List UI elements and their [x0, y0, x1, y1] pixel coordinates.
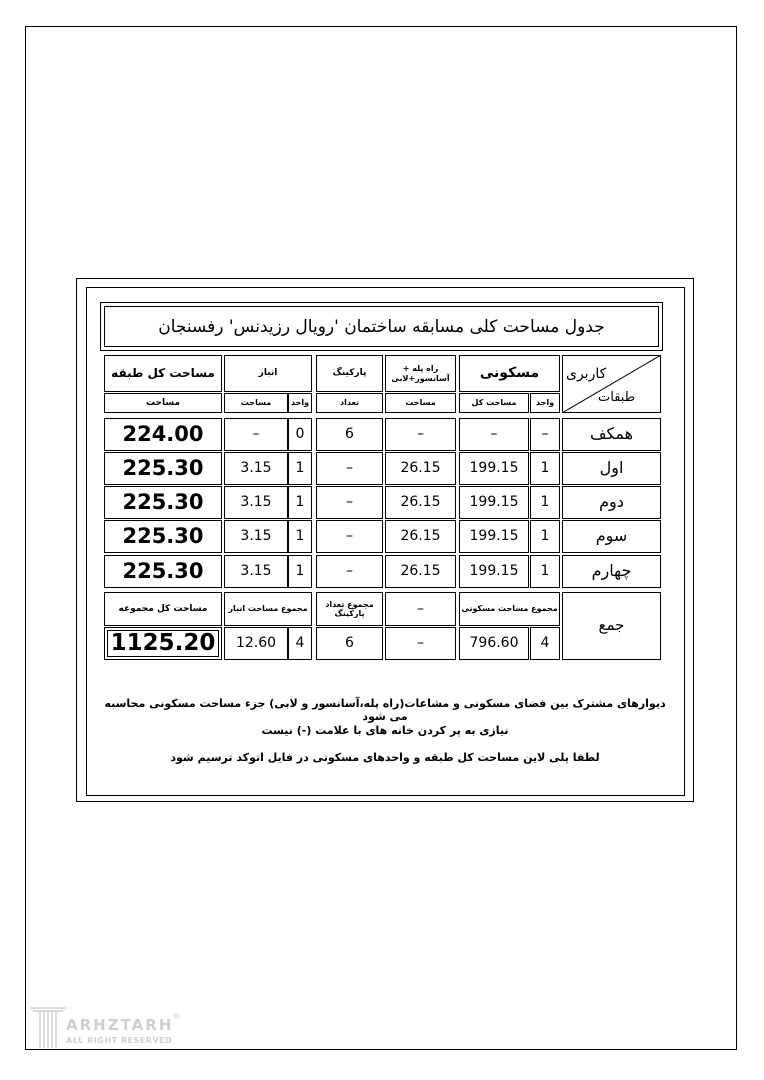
- parking-count-cell: –: [316, 555, 383, 588]
- summary-storage-unit: 4: [288, 627, 312, 660]
- parking-count-cell: –: [316, 452, 383, 485]
- summary-parking-header: مجموع تعداد پارکینگ: [316, 592, 383, 626]
- floor-total-cell: 225.30: [104, 555, 222, 588]
- res-area-cell: 199.15: [459, 555, 529, 588]
- storage-area-subheader: مساحت: [224, 393, 288, 413]
- res-area-cell: 199.15: [459, 486, 529, 519]
- storage-area-cell: 3.15: [224, 520, 288, 553]
- stairs-area-cell: 26.15: [385, 520, 456, 553]
- floor-total-cell: 225.30: [104, 452, 222, 485]
- note-line-2: نیازی به پر کردن خانه های با علامت (-) نیست: [261, 724, 509, 737]
- summary-label: جمع: [562, 592, 661, 660]
- floor-total-cell: 225.30: [104, 520, 222, 553]
- summary-storage-area: 12.60: [224, 627, 288, 660]
- res-unit-cell: 1: [530, 520, 560, 553]
- stairs-area-cell: 26.15: [385, 486, 456, 519]
- floor-total-cell: 224.00: [104, 418, 222, 451]
- summary-res-unit: 4: [530, 627, 560, 660]
- storage-header: انبار: [224, 355, 312, 392]
- storage-unit-cell: 1: [288, 520, 312, 553]
- note-line-3: لطفا پلی لاین مساحت کل طبقه و واحدهای مسکونی در فایل اتوکد ترسیم شود: [170, 751, 600, 764]
- storage-unit-subheader: واحد: [288, 393, 312, 413]
- residential-unit-subheader: واحد: [530, 393, 560, 413]
- corner-floors-label: طبقات: [598, 390, 636, 405]
- storage-area-cell: 3.15: [224, 555, 288, 588]
- storage-unit-cell: 0: [288, 418, 312, 451]
- logo-registered-mark: ®: [172, 1012, 181, 1022]
- floor-total-header: مساحت کل طبقه: [104, 355, 222, 392]
- floor-label: همکف: [562, 418, 661, 451]
- summary-stairs: –: [385, 627, 456, 660]
- storage-unit-cell: 1: [288, 452, 312, 485]
- res-area-cell: –: [459, 418, 529, 451]
- grand-total-frame: [107, 630, 219, 657]
- parking-count-cell: –: [316, 520, 383, 553]
- res-unit-cell: –: [530, 418, 560, 451]
- storage-area-cell: –: [224, 418, 288, 451]
- storage-unit-cell: 1: [288, 486, 312, 519]
- floor-total-cell: 225.30: [104, 486, 222, 519]
- parking-header: پارکینگ: [316, 355, 383, 392]
- floor-label: دوم: [562, 486, 661, 519]
- logo-brand-text: ARHZTARH: [66, 1016, 174, 1034]
- note-line-1: دیوارهای مشترک بین فضای مسکونی و مشاعات(راه پله،آسانسور و لابی) جزء مساحت مسکونی محاسبه می شود: [104, 697, 666, 723]
- parking-count-cell: –: [316, 486, 383, 519]
- floor-total-subheader: مساحت: [104, 393, 222, 413]
- floor-label: چهارم: [562, 555, 661, 588]
- stairs-area-cell: 26.15: [385, 555, 456, 588]
- res-unit-cell: 1: [530, 486, 560, 519]
- stairs-area-cell: –: [385, 418, 456, 451]
- storage-area-cell: 3.15: [224, 452, 288, 485]
- parking-count-cell: 6: [316, 418, 383, 451]
- brand-logo: [30, 1004, 190, 1052]
- stairs-area-cell: 26.15: [385, 452, 456, 485]
- stairs-area-subheader: مساحت: [385, 393, 456, 413]
- summary-stairs-header: –: [385, 592, 456, 626]
- res-unit-cell: 1: [530, 555, 560, 588]
- summary-storage-header: مجموع مساحت انبار: [224, 592, 312, 626]
- storage-area-cell: 3.15: [224, 486, 288, 519]
- storage-unit-cell: 1: [288, 555, 312, 588]
- floor-label: سوم: [562, 520, 661, 553]
- residential-area-subheader: مساحت کل: [459, 393, 529, 413]
- res-unit-cell: 1: [530, 452, 560, 485]
- summary-residential-header: مجموع مساحت مسکونی: [459, 592, 560, 626]
- logo-tagline: ALL RIGHT RESERVED: [66, 1036, 173, 1045]
- parking-count-subheader: تعداد: [316, 393, 383, 413]
- stairs-header: راه پله + آسانسور+لابی: [385, 355, 456, 392]
- residential-header: مسکونی: [459, 355, 560, 392]
- summary-grand-total: 1125.20: [104, 627, 222, 660]
- summary-parking: 6: [316, 627, 383, 660]
- corner-usage-label: کاربری: [566, 366, 607, 382]
- table-title: جدول مساحت کلی مسابقه ساختمان 'رویال رزیدنس' رفسنجان: [158, 316, 605, 337]
- res-area-cell: 199.15: [459, 452, 529, 485]
- summary-total-header: مساحت کل مجموعه: [104, 592, 222, 626]
- summary-res-area: 796.60: [459, 627, 529, 660]
- floor-label: اول: [562, 452, 661, 485]
- res-area-cell: 199.15: [459, 520, 529, 553]
